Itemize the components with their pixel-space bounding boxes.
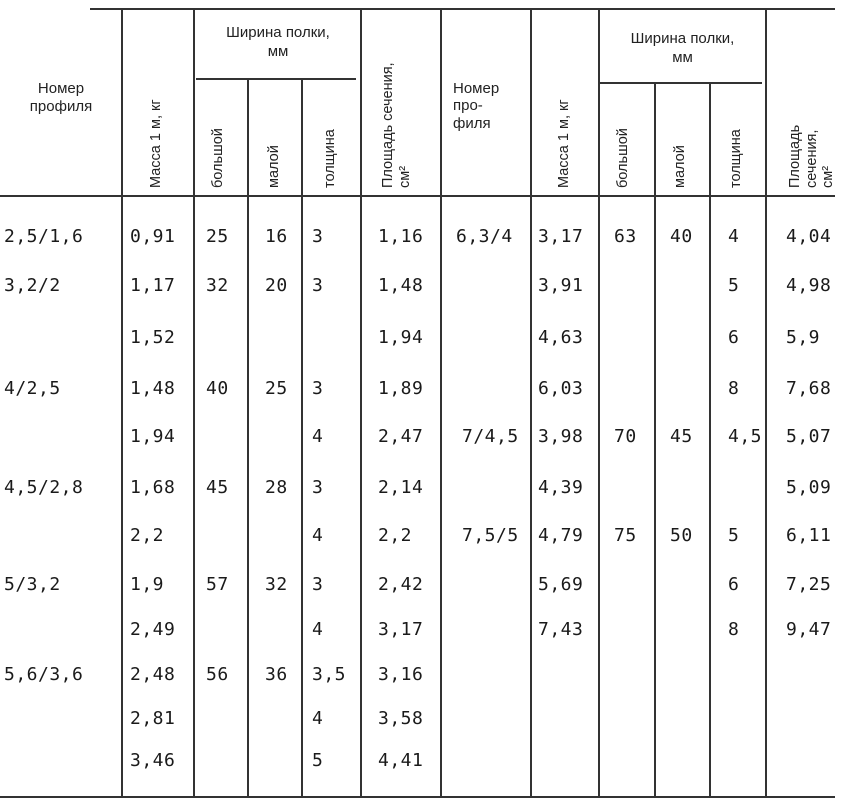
- cell-thickness: 3,5: [312, 664, 347, 685]
- cell-large: 40: [206, 378, 229, 399]
- cell-area: 2,14: [378, 477, 424, 498]
- table-top-rule: [90, 8, 835, 10]
- cell-area: 5,9: [786, 327, 821, 348]
- cell-area: 6,11: [786, 525, 832, 546]
- cell-area: 2,2: [378, 525, 413, 546]
- cell-thickness: 5: [728, 275, 740, 296]
- cell-area: 1,89: [378, 378, 424, 399]
- cell-thickness: 3: [312, 226, 324, 247]
- col-rule-4: [301, 78, 303, 796]
- header-profile-number-left: Номер профиля: [29, 80, 93, 115]
- cell-thickness: 4: [312, 619, 324, 640]
- cell-mass: 0,91: [130, 226, 176, 247]
- cell-thickness: 6: [728, 327, 740, 348]
- cell-mass: 7,43: [538, 619, 584, 640]
- cell-mass: 5,69: [538, 574, 584, 595]
- cell-thickness: 4: [312, 525, 324, 546]
- cell-profile: 4/2,5: [4, 378, 61, 399]
- cell-large: 57: [206, 574, 229, 595]
- cell-mass: 3,91: [538, 275, 584, 296]
- header-shelf-width-right: Ширина полки, мм: [630, 30, 735, 66]
- cell-thickness: 4: [312, 708, 324, 729]
- cell-thickness: 4: [312, 426, 324, 447]
- cell-large: 45: [206, 477, 229, 498]
- header-area-left: Площадь сечения, см²: [380, 62, 413, 188]
- cell-profile: 6,3/4: [456, 226, 513, 247]
- cell-thickness: 8: [728, 378, 740, 399]
- cell-large: 63: [614, 226, 637, 247]
- cell-thickness: 5: [312, 750, 324, 771]
- cell-small: 28: [265, 477, 288, 498]
- cell-area: 4,98: [786, 275, 832, 296]
- cell-area: 2,42: [378, 574, 424, 595]
- cell-area: 2,47: [378, 426, 424, 447]
- col-rule-7: [530, 10, 532, 796]
- header-small-left: малой: [266, 145, 282, 188]
- header-large-left: большой: [210, 128, 226, 188]
- cell-thickness: 6: [728, 574, 740, 595]
- col-rule-3: [247, 78, 249, 796]
- cell-area: 3,16: [378, 664, 424, 685]
- cell-small: 40: [670, 226, 693, 247]
- cell-mass: 2,2: [130, 525, 165, 546]
- cell-mass: 6,03: [538, 378, 584, 399]
- cell-area: 1,94: [378, 327, 424, 348]
- cell-thickness: 3: [312, 574, 324, 595]
- cell-profile: 2,5/1,6: [4, 226, 84, 247]
- header-mass-right: Масса 1 м, кг: [556, 99, 572, 188]
- cell-thickness: 5: [728, 525, 740, 546]
- cell-mass: 2,49: [130, 619, 176, 640]
- header-small-right: малой: [672, 145, 688, 188]
- header-large-right: большой: [615, 128, 631, 188]
- cell-mass: 3,46: [130, 750, 176, 771]
- cell-mass: 3,17: [538, 226, 584, 247]
- col-rule-1: [121, 10, 123, 796]
- cell-profile: 7/4,5: [462, 426, 519, 447]
- cell-area: 7,68: [786, 378, 832, 399]
- cell-small: 25: [265, 378, 288, 399]
- shelf-width-rule-right: [600, 82, 762, 84]
- cell-small: 45: [670, 426, 693, 447]
- cell-small: 36: [265, 664, 288, 685]
- cell-small: 50: [670, 525, 693, 546]
- header-profile-number-right: Номер про- филя: [453, 80, 500, 132]
- col-rule-10: [709, 82, 711, 796]
- cell-mass: 4,39: [538, 477, 584, 498]
- cell-area: 3,58: [378, 708, 424, 729]
- cell-small: 16: [265, 226, 288, 247]
- cell-small: 20: [265, 275, 288, 296]
- col-rule-8: [598, 10, 600, 796]
- cell-mass: 3,98: [538, 426, 584, 447]
- cell-profile: 5/3,2: [4, 574, 61, 595]
- cell-large: 70: [614, 426, 637, 447]
- header-shelf-width-left: Ширина полки, мм: [226, 24, 330, 60]
- cell-small: 32: [265, 574, 288, 595]
- cell-profile: 5,6/3,6: [4, 664, 84, 685]
- cell-large: 56: [206, 664, 229, 685]
- cell-mass: 1,94: [130, 426, 176, 447]
- cell-thickness: 3: [312, 378, 324, 399]
- cell-thickness: 8: [728, 619, 740, 640]
- cell-mass: 1,48: [130, 378, 176, 399]
- cell-area: 9,47: [786, 619, 832, 640]
- header-thickness-left: толщина: [322, 129, 338, 188]
- col-rule-9: [654, 82, 656, 796]
- cell-large: 25: [206, 226, 229, 247]
- cell-large: 75: [614, 525, 637, 546]
- header-thickness-right: толщина: [728, 129, 744, 188]
- cell-area: 3,17: [378, 619, 424, 640]
- cell-profile: 7,5/5: [462, 525, 519, 546]
- cell-thickness: 4,5: [728, 426, 763, 447]
- cell-large: 32: [206, 275, 229, 296]
- shelf-width-rule-left: [196, 78, 356, 80]
- cell-area: 4,04: [786, 226, 832, 247]
- cell-mass: 4,63: [538, 327, 584, 348]
- col-rule-2: [193, 10, 195, 796]
- cell-mass: 1,68: [130, 477, 176, 498]
- cell-area: 1,48: [378, 275, 424, 296]
- header-area-right: Площадь сечения, см²: [787, 124, 837, 188]
- cell-mass: 1,52: [130, 327, 176, 348]
- cell-mass: 1,9: [130, 574, 165, 595]
- cell-area: 4,41: [378, 750, 424, 771]
- cell-mass: 2,81: [130, 708, 176, 729]
- cell-thickness: 4: [728, 226, 740, 247]
- cell-mass: 4,79: [538, 525, 584, 546]
- cell-mass: 1,17: [130, 275, 176, 296]
- header-mass-left: Масса 1 м, кг: [148, 99, 164, 188]
- cell-area: 7,25: [786, 574, 832, 595]
- cell-area: 5,07: [786, 426, 832, 447]
- cell-profile: 4,5/2,8: [4, 477, 84, 498]
- cell-mass: 2,48: [130, 664, 176, 685]
- col-rule-6: [440, 10, 442, 796]
- table-bottom-rule: [0, 796, 835, 798]
- cell-area: 1,16: [378, 226, 424, 247]
- cell-thickness: 3: [312, 275, 324, 296]
- cell-thickness: 3: [312, 477, 324, 498]
- col-rule-5: [360, 10, 362, 796]
- col-rule-11: [765, 10, 767, 796]
- cell-profile: 3,2/2: [4, 275, 61, 296]
- cell-area: 5,09: [786, 477, 832, 498]
